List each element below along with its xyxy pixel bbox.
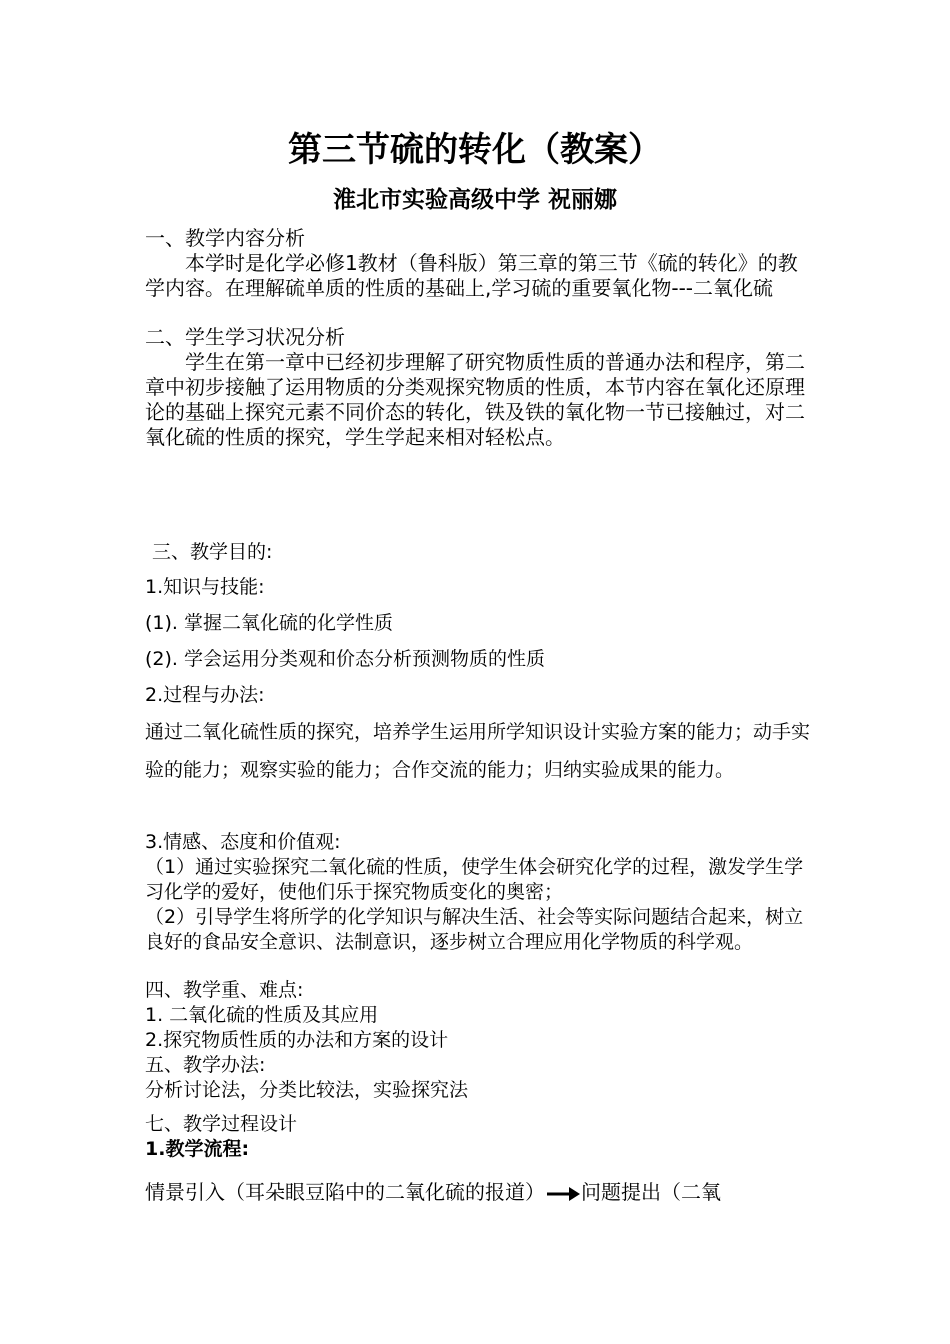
subheading: 1.教学流程:	[145, 1138, 250, 1160]
paragraph: 学生在第一章中已经初步理解了研究物质性质的普通办法和程序，第二章中初步接触了运用物质的分类观探究物质的性质，本节内容在氧化还原理论的基础上探究元素不同价态的转化，铁及铁的氧化物一节已接触过，对二氧化硫的性质的探究，学生学起来相对轻松点。	[145, 350, 805, 449]
list-item: (2). 学会运用分类观和价态分析预测物质的性质	[145, 648, 545, 670]
paragraph: 分析讨论法，分类比较法，实验探究法	[145, 1079, 469, 1101]
flow-step: 问题提出（二氧	[581, 1180, 721, 1204]
flow-line	[145, 1180, 815, 1205]
section-emotion	[145, 830, 815, 955]
paragraph: （2）引导学生将所学的化学知识与解决生活、社会等实际问题结合起来，树立良好的食品安全意识、法制意识，逐步树立合理应用化学物质的科学观。	[145, 906, 804, 953]
section-heading: 三、教学目的:	[152, 541, 273, 563]
section-heading: 五、教学办法:	[145, 1054, 266, 1076]
section-heading: 七、教学过程设计	[145, 1113, 298, 1135]
flow-step: 情景引入（耳朵眼豆陷中的二氧化硫的报道）	[145, 1180, 545, 1204]
section-heading: 一、教学内容分析	[145, 226, 305, 250]
list-item: 1. 二氧化硫的性质及其应用	[145, 1004, 379, 1026]
subheading: 1.知识与技能:	[145, 576, 265, 598]
paragraph: 本学时是化学必修1教材（鲁科版）第三章的第三节《硫的转化》的教学内容。在理解硫单质的性质的基础上,学习硫的重要氧化物---二氧化硫	[145, 251, 798, 300]
list-item: 2.探究物质性质的办法和方案的设计	[145, 1029, 449, 1051]
list-item: (1). 掌握二氧化硫的化学性质	[145, 612, 393, 634]
section-heading: 二、学生学习状况分析	[145, 325, 345, 349]
section-heading: 四、教学重、难点:	[145, 979, 304, 1001]
subheading: 2.过程与办法:	[145, 684, 265, 706]
page-title: 第三节硫的转化（教案）	[288, 130, 662, 170]
paragraph-process: 通过二氧化硫性质的探究，培养学生运用所学知识设计实验方案的能力；动手实验的能力；观察实验的能力；合作交流的能力；归纳实验成果的能力。	[145, 721, 811, 781]
section-process-design	[145, 1112, 815, 1162]
arrow-right-icon	[545, 1184, 581, 1204]
section-key-points	[145, 978, 815, 1103]
author-line: 淮北市实验高级中学 祝丽娜	[332, 187, 617, 213]
section-student-analysis	[145, 325, 815, 450]
subheading: 3.情感、态度和价值观:	[145, 831, 341, 853]
section-teaching-content	[145, 226, 815, 301]
paragraph: （1）通过实验探究二氧化硫的性质，使学生体会研究化学的过程，激发学生学习化学的爱好，使他们乐于探究物质变化的奥密；	[145, 856, 804, 903]
